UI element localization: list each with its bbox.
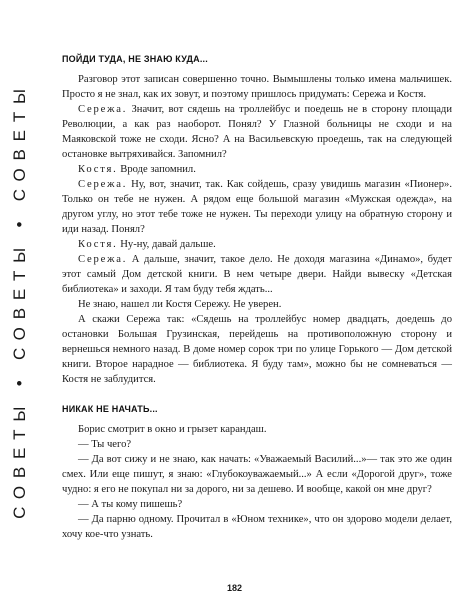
paragraph: [62, 162, 452, 177]
paragraph: [62, 102, 452, 162]
paragraph: [62, 297, 452, 312]
side-banner: [6, 40, 34, 560]
section-2: [62, 404, 452, 542]
paragraph-text: Ну-ну, давай дальше.: [117, 239, 216, 250]
speaker-name: Сережа.: [78, 104, 128, 115]
section-1-body: [62, 72, 452, 387]
paragraph-text: — Да парню одному. Прочитал в «Юном технике», что он здорово модели делает, хочу кое-что узнать.: [62, 514, 452, 540]
paragraph-text: Не знаю, нашел ли Костя Сережу. Не уверен.: [78, 299, 282, 310]
paragraph-text: А дальше, значит, такое дело. Не доходя магазина «Динамо», будет этот самый Дом детской книги. В нем четыре двери. Найди вывеску «Детская библиотека» и заходи. Я там буду тебя ждать...: [62, 254, 452, 295]
paragraph: [62, 177, 452, 237]
paragraph-text: — А ты кому пишешь?: [78, 499, 183, 510]
paragraph: [62, 237, 452, 252]
paragraph-text: Вроде запомнил.: [117, 164, 196, 175]
paragraph: [62, 512, 452, 542]
paragraph: [62, 497, 452, 512]
speaker-name: Сережа.: [78, 254, 128, 265]
paragraph-text: А скажи Сережа так: «Сядешь на троллейбус номер двадцать, доедешь до остановки Большая Грузинская, перейдешь на противоположную сторону и вернешься немного назад. В доме номер сорок три по улице Горького — Дом детской книги. Второе нарадное — библиотека. Я буду там», можно бы не сомневаться — Костя не заблудится.: [62, 314, 452, 385]
paragraph-text: — Ты чего?: [78, 439, 132, 450]
paragraph: [62, 72, 452, 102]
speaker-name: Костя.: [78, 164, 118, 175]
paragraph-text: Ну, вот, значит, так. Как сойдешь, сразу увидишь магазин «Пионер». Только он тебе не нужен. А рядом еще большой магазин «Мужская одежда», на другом углу, но этот тебе тоже не нужен. Ты переходи улицу на обратную сторону и иди назад. Понял?: [62, 179, 452, 235]
paragraph: [62, 252, 452, 297]
speaker-name: Костя.: [78, 239, 118, 250]
paragraph-text: — Да вот сижу и не знаю, как начать: «Уважаемый Василий...»— так это же один смех. Или еще пишут, я знаю: «Глубокоуважаемый...» А если «Дорогой друг», тоже чудно: я его не покупал ни за дорого, ни за дешево. И вообще, какой он мне друг?: [62, 454, 452, 495]
section-2-body: [62, 422, 452, 542]
section-2-heading: НИКАК НЕ НАЧАТЬ...: [62, 404, 158, 414]
side-banner-text: СОВЕТЫ • СОВЕТЫ • СОВЕТЫ: [10, 81, 29, 519]
speaker-name: Сережа.: [78, 179, 128, 190]
paragraph: [62, 422, 452, 437]
paragraph: [62, 452, 452, 497]
paragraph: [62, 437, 452, 452]
section-1-heading: ПОЙДИ ТУДА, НЕ ЗНАЮ КУДА...: [62, 54, 208, 64]
paragraph-text: Борис смотрит в окно и грызет карандаш.: [78, 424, 267, 435]
paragraph-text: Разговор этот записан совершенно точно. Вымышлены только имена мальчишек. Просто я не знал, как их зовут, и поэтому пришлось придумать: Сережа и Костя.: [62, 74, 452, 100]
page-number: 182: [226, 583, 243, 593]
paragraph-text: Значит, вот сядешь на троллейбус и поедешь не в сторону площади Революции, а как раз наоборот. Понял? У Глазной больницы не сходи и на Маяковской тоже не сходи. Ясно? А на Васильевскую проедешь, так на следующей остановке вытряхивайся. Запомнил?: [62, 104, 452, 160]
paragraph: [62, 312, 452, 387]
section-1: [62, 54, 452, 387]
